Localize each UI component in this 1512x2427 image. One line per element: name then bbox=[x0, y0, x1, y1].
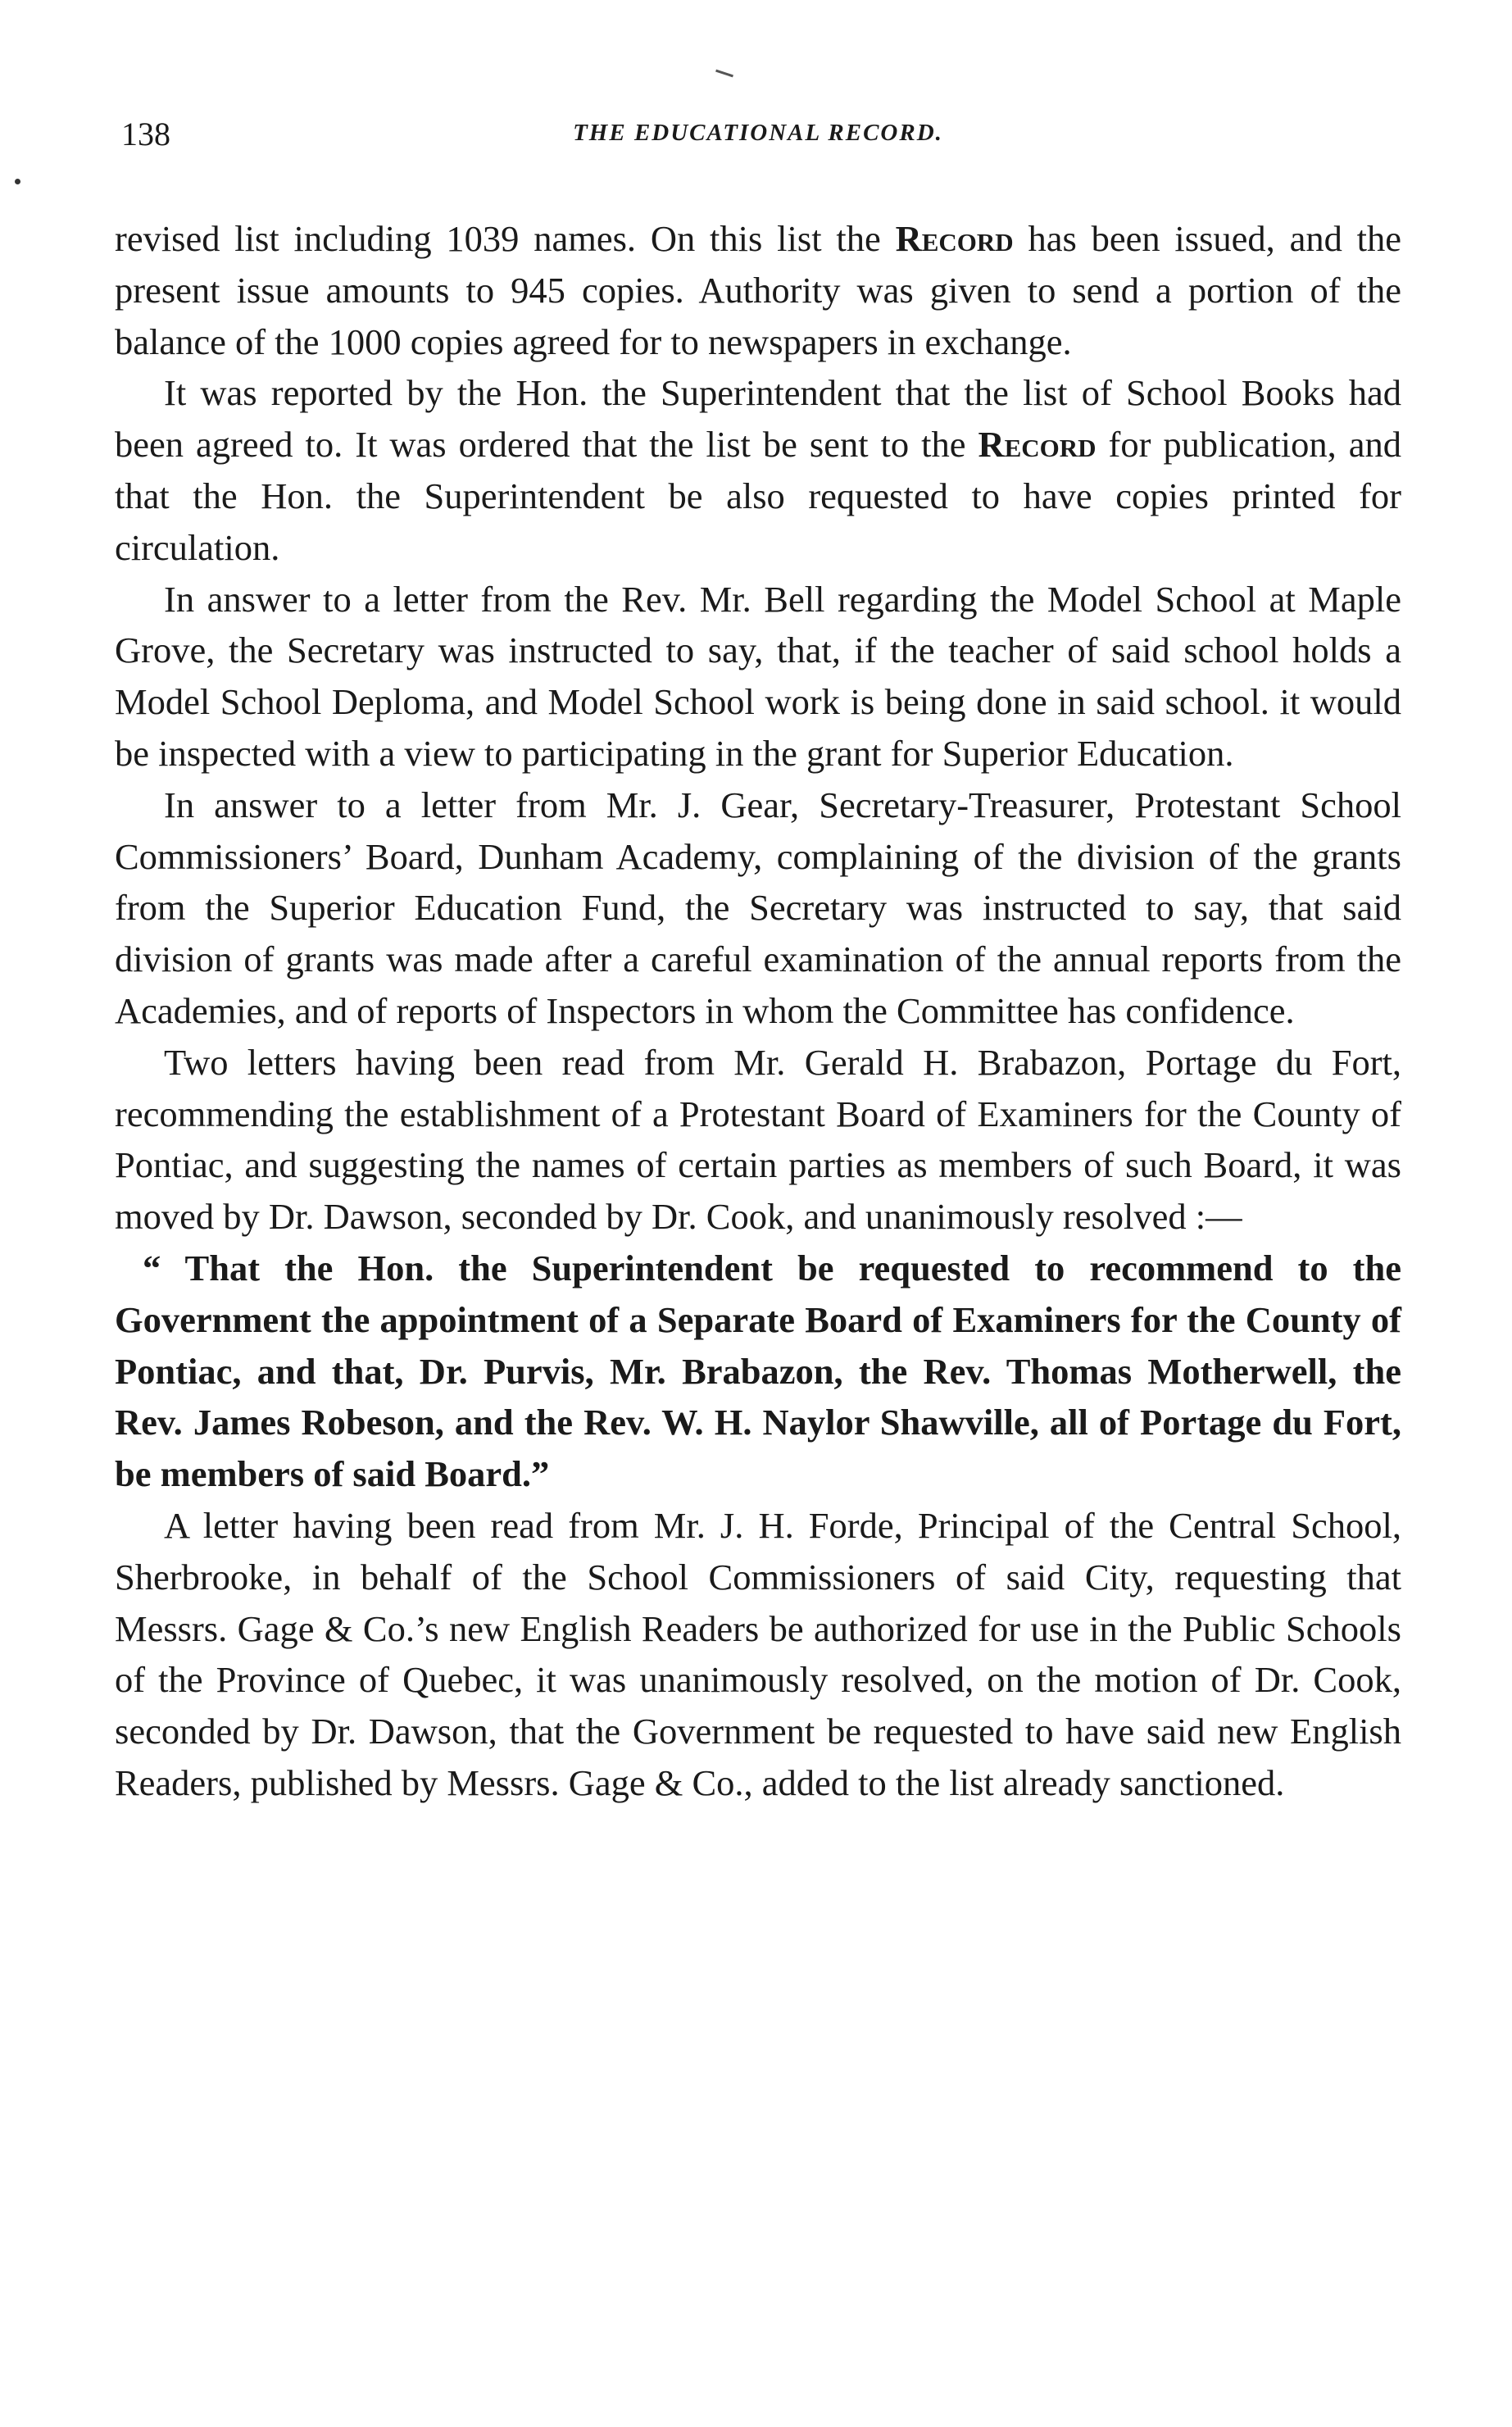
resolution-quote: “ That the Hon. the Superintendent be requested to recommend to the Government the appointment of a Separate Board of Examiners for the County of Pontiac, and that, Dr. Purvis, Mr. Brabazon, the Rev. Thomas Motherwell, the Rev. James Robeson, and the Rev. W. H. Naylor Shawville, all of Portage du Fort, be members of said Board.” bbox=[115, 1247, 1401, 1495]
text-run: has been issued, and the present issue amounts to 945 copies. Authority was given to send a portion of the balance of the 1000 copies agreed for to newspapers in exchange. bbox=[115, 218, 1402, 362]
running-head: THE EDUCATIONAL RECORD. bbox=[573, 120, 943, 146]
margin-dot bbox=[15, 179, 20, 184]
page-number: 138 bbox=[121, 116, 170, 152]
text-run: It was reported by the Hon. the Superintendent that the list of School Books had been agreed to. It was ordered that the list be sent to the bbox=[115, 372, 1401, 466]
text-run: In answer to a letter from Mr. J. Gear, Secretary-Treasurer, Protestant School Commissioners’ Board, Dunham Academy, complaining of the division of the grants from the Superior Education Fund, the Secretary was instructed to say, that said division of grants was made after a careful examination of the annual reports from the Academies, and of reports of Inspectors in whom the Committee has confidence. bbox=[115, 784, 1401, 1031]
body-text bbox=[115, 213, 1401, 1809]
paragraph bbox=[115, 213, 1401, 367]
small-caps-run: Record bbox=[895, 218, 1014, 259]
paragraph: A letter having been read from Mr. J. H. Forde, Principal of the Central School, Sherbrooke, in behalf of the School Commissioners of said City, requesting that Messrs. Gage & Co.’s new English Readers be authorized for use in the Public Schools of the Province of Quebec, it was unanimously resolved, on the motion of Dr. Cook, seconded by Dr. Dawson, that the Government be requested to have said new English Readers, published by Messrs. Gage & Co., added to the list already sanctioned. bbox=[115, 1504, 1401, 1803]
paragraph bbox=[115, 779, 1401, 1037]
text-run: In answer to a letter from the Rev. Mr. Bell regarding the Model School at Maple Grove, the Secretary was instructed to say, that, if the teacher of said school holds a Model School Deploma, and Model School work is being done in said school. it would be inspected with a view to participating in the grant for Superior Education. bbox=[115, 578, 1401, 774]
page-header bbox=[115, 115, 1401, 180]
text-run: Two letters having been read from Mr. Gerald H. Brabazon, Portage du Fort, recommending the establishment of a Protestant Board of Examiners for the County of Pontiac, and suggesting the names of certain parties as members of such Board, it was moved by Dr. Dawson, seconded by Dr. Cook, and unanimously resolved :— bbox=[115, 1041, 1401, 1238]
text-run: revised list including 1039 names. On this list the bbox=[115, 218, 896, 259]
paragraph-list bbox=[115, 213, 1401, 1243]
small-caps-run: Record bbox=[978, 424, 1097, 466]
paragraph bbox=[115, 367, 1401, 573]
text-run: for publication, and that the Hon. the Superintendent be also requested to have copies printed for circulation. bbox=[115, 424, 1401, 568]
paragraph bbox=[115, 1037, 1401, 1243]
page bbox=[115, 115, 1401, 1809]
paragraph bbox=[115, 574, 1401, 779]
margin-tick bbox=[715, 70, 733, 78]
